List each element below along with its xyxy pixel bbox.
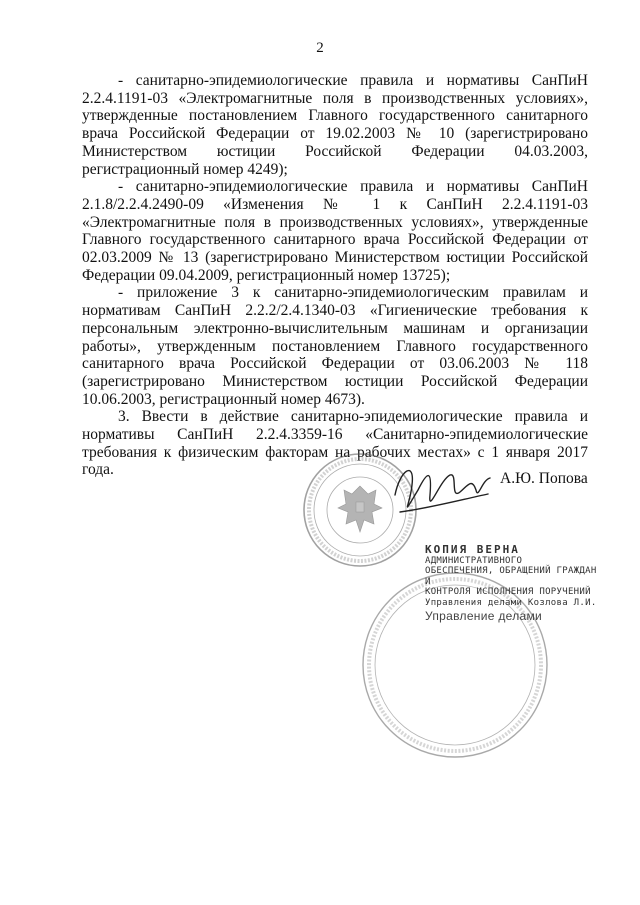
certified-line: Управления делами Козлова Л.И. <box>425 597 597 608</box>
paragraph-1: - санитарно-эпидемиологические правила и нормативы СанПиН 2.2.4.1191-03 «Электромагнитные поля в производственных условиях», утвержденные постановлением Главного государственного санитарного врача Российской Федерации от 19.02.2003 № 10 (зарегистрировано Министерством юстиции Российской Федерации 04.03.2003, регистрационный номер 4249); <box>82 72 588 178</box>
paragraph-4: 3. Ввести в действие санитарно-эпидемиологические правила и нормативы СанПиН 2.2.4.3359-16 «Санитарно-эпидемиологические требования к физическим факторам на рабочих местах» с 1 января 2017 года. <box>82 408 588 479</box>
document-body <box>82 72 588 479</box>
official-seal-icon <box>304 454 416 566</box>
certified-copy-block <box>425 545 605 623</box>
certified-line: ОБЕСПЕЧЕНИЯ, ОБРАЩЕНИЙ ГРАЖДАН И <box>425 566 597 587</box>
certified-line: КОНТРОЛЯ ИСПОЛНЕНИЯ ПОРУЧЕНИЙ <box>425 587 591 597</box>
paragraph-2: - санитарно-эпидемиологические правила и нормативы СанПиН 2.1.8/2.2.4.2490-09 «Изменения № 1 к СанПиН 2.2.4.1191-03 «Электромагнитные поля в производственных условиях», утвержденные Главного государственного санитарного врача Российской Федерации от 02.03.2009 № 13 (зарегистрировано Министерством юстиции Российской Федерации 09.04.2009, регистрационный номер 13725); <box>82 178 588 284</box>
certified-dept: Управление делами <box>425 609 543 623</box>
paragraph-3: - приложение 3 к санитарно-эпидемиологическим правилам и нормативам СанПиН 2.2.2/2.4.1340-03 «Гигиенические требования к персональным электронно-вычислительным машинам и организации работы», утвержденным постановлением Главного государственного санитарного врача Российской Федерации от 03.06.2003 № 118 (зарегистрировано Министерством юстиции Российской Федерации 10.06.2003, регистрационный номер 4673). <box>82 284 588 408</box>
page-number: 2 <box>316 40 324 56</box>
certified-title: КОПИЯ ВЕРНА <box>425 543 520 556</box>
certified-line: АДМИНИСТРАТИВНОГО <box>425 555 523 566</box>
signer-name: А.Ю. Попова <box>500 470 588 487</box>
